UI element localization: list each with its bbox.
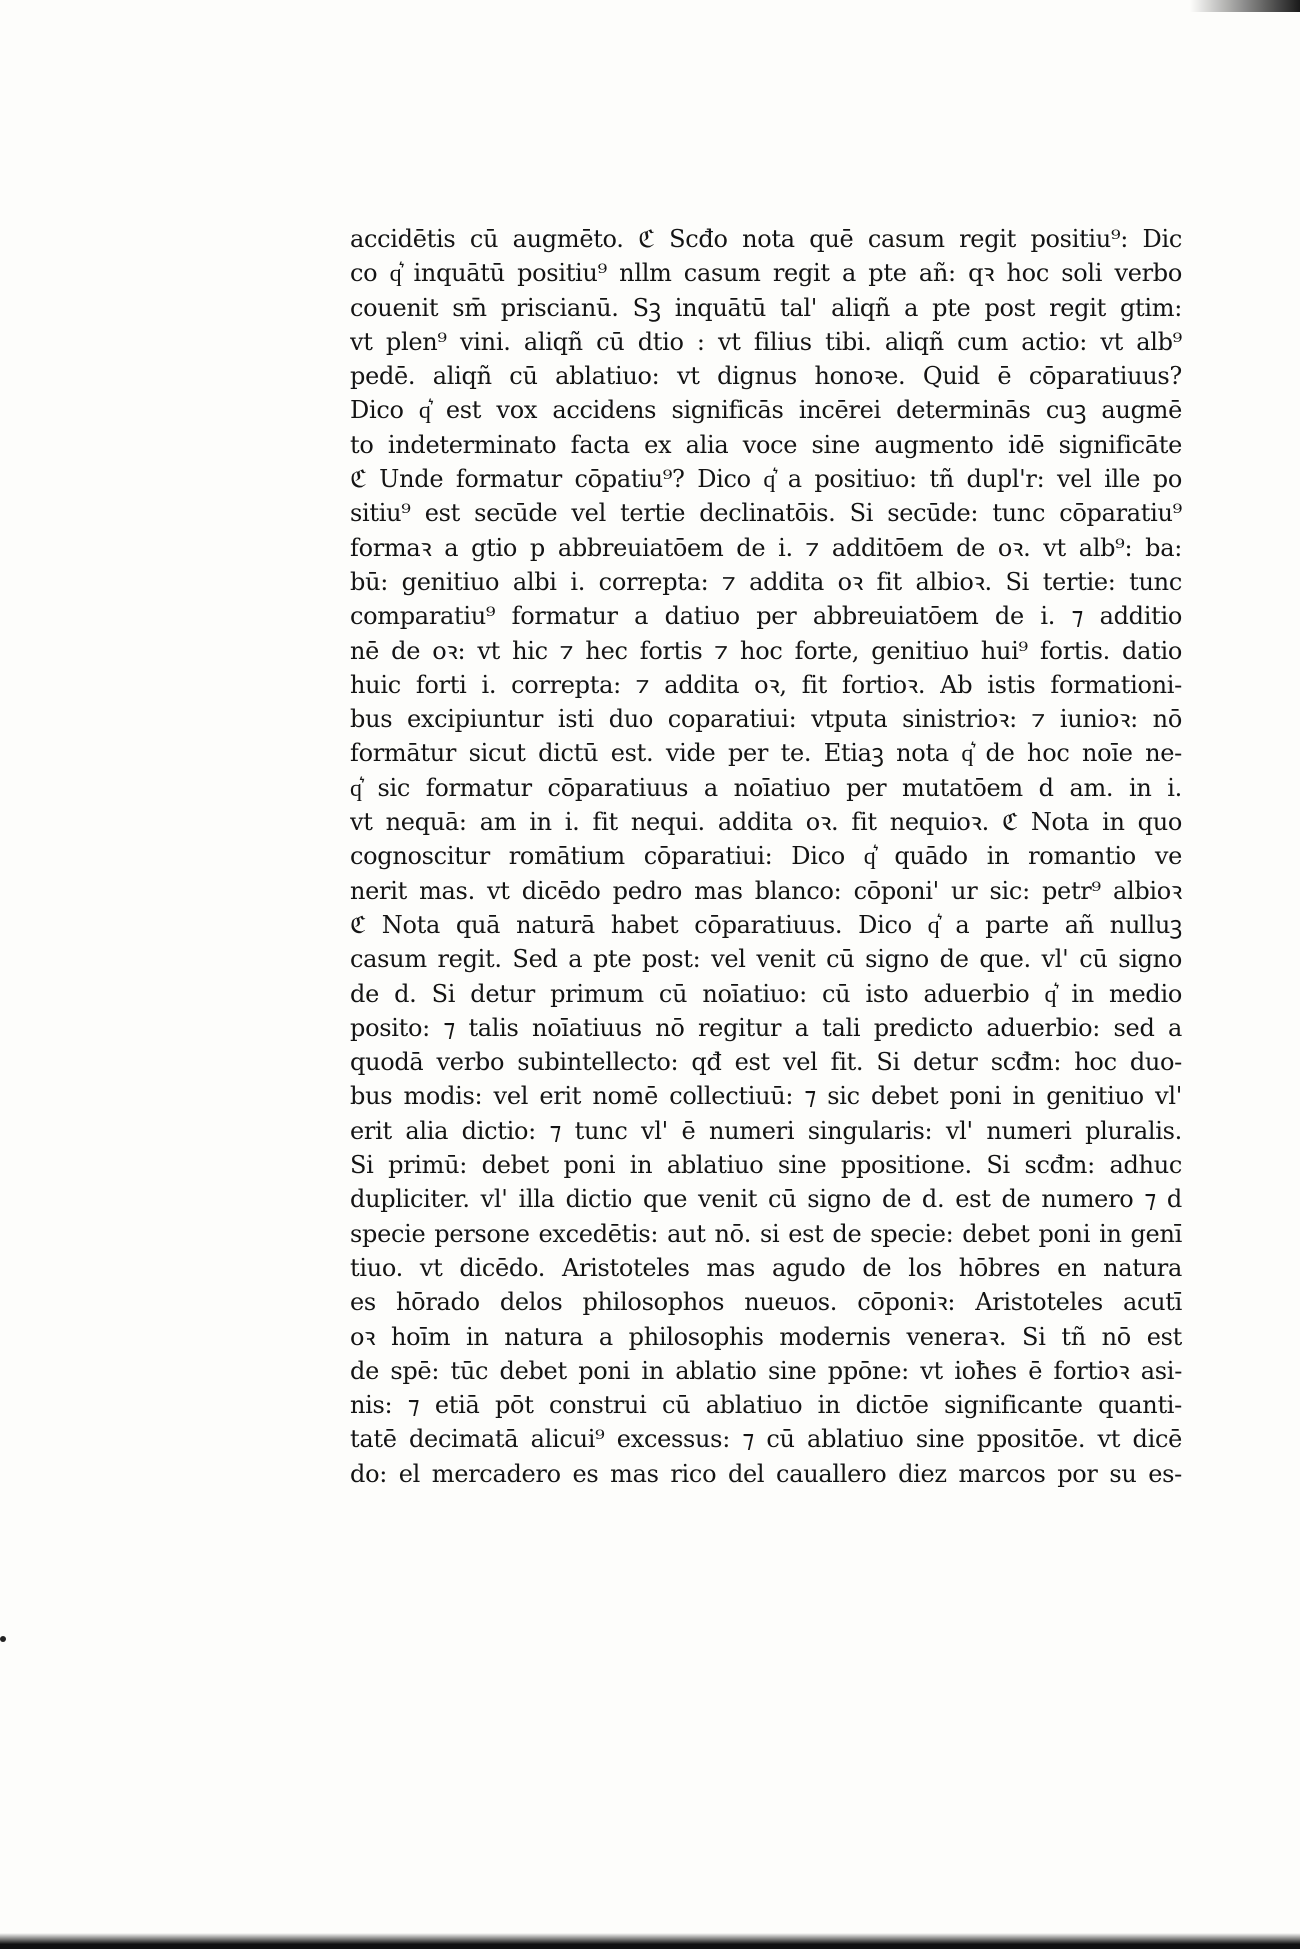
text-line: specie persone excedētis: aut nō. si est de specie: debet poni in genī	[350, 1219, 1182, 1248]
text-line: nē de oꝛ: vt hic ⁊ hec fortis ⁊ hoc forte, genitiuo hui⁹ fortis. datio	[350, 636, 1182, 665]
text-line: accidētis cū augmēto. ℭ Scđo nota quē casum regit positiu⁹: Dic	[350, 225, 1182, 253]
ink-speck	[0, 1636, 6, 1642]
text-line: q͛ sic formatur cōparatiuus a noīatiuo per mutatōem d am. in i.	[350, 773, 1182, 802]
text-line: dupliciter. vl' illa dictio que venit cū signo de d. est de numero ⁊ d	[350, 1185, 1182, 1214]
text-line: comparatiu⁹ formatur a datiuo per abbreuiatōem de i. ⁊ additio	[350, 602, 1182, 631]
text-line: bus excipiuntur isti duo coparatiui: vtputa sinistrioꝛ: ⁊ iunioꝛ: nō	[350, 705, 1182, 734]
text-line: couenit sm̄ priscianū. Sꝫ inquātū tal' aliqñ a pte post regit gtim:	[350, 293, 1182, 322]
text-line: co q͛ inquātū positiu⁹ nllm casum regit a pte añ: qꝛ hoc soli verbo	[350, 259, 1182, 288]
text-block	[350, 222, 1182, 1491]
text-line: tatē decimatā alicui⁹ excessus: ⁊ cū ablatiuo sine ppositōe. vt dicē	[350, 1425, 1182, 1454]
text-line: Dico q͛ est vox accidens significās incērei determinās cuꝫ augmē	[350, 396, 1182, 425]
text-line: nis: ⁊ etiā pōt construi cū ablatiuo in dictōe significante quanti-	[350, 1391, 1182, 1420]
text-line: quodā verbo subintellecto: qđ est vel fit. Si detur scđm: hoc duo-	[350, 1048, 1182, 1077]
text-line: vt plen⁹ vini. aliqñ cū dtio : vt filius tibi. aliqñ cum actio: vt alb⁹	[350, 327, 1182, 356]
text-line: erit alia dictio: ⁊ tunc vl' ē numeri singularis: vl' numeri pluralis.	[350, 1116, 1182, 1145]
text-line: Si primū: debet poni in ablatiuo sine ppositione. Si scđm: adhuc	[350, 1151, 1182, 1180]
text-line: posito: ⁊ talis noīatiuus nō regitur a tali predicto aduerbio: sed a	[350, 1013, 1182, 1042]
text-line: sitiu⁹ est secūde vel tertie declinatōis. Si secūde: tunc cōparatiu⁹	[350, 499, 1182, 528]
text-line: pedē. aliqñ cū ablatiuo: vt dignus honoꝛe. Quid ē cōparatiuus?	[350, 362, 1182, 391]
text-line: ℭ Unde formatur cōpatiu⁹? Dico q͛ a positiuo: tñ dupl'r: vel ille po	[350, 465, 1182, 494]
text-line: bus modis: vel erit nomē collectiuū: ⁊ sic debet poni in genitiuo vl'	[350, 1082, 1182, 1111]
text-line: oꝛ hoīm in natura a philosophis modernis veneraꝛ. Si tñ nō est	[350, 1322, 1182, 1351]
text-line: es hōrado delos philosophos nueuos. cōponiꝛ: Aristoteles acutī	[350, 1288, 1182, 1317]
text-line: to indeterminato facta ex alia voce sine augmento idē significāte	[350, 430, 1182, 459]
text-line: huic forti i. correpta: ⁊ addita oꝛ, fit fortioꝛ. Ab istis formationi-	[350, 670, 1182, 699]
text-line: formātur sicut dictū est. vide per te. Etiaꝫ nota q͛ de hoc noīe ne-	[350, 739, 1182, 768]
text-line: de spē: tūc debet poni in ablatio sine ppōne: vt ioħes ē fortioꝛ asi-	[350, 1356, 1182, 1385]
scan-edge-bottom	[0, 1933, 1300, 1949]
text-line: ℭ Nota quā naturā habet cōparatiuus. Dico q͛ a parte añ nulluꝫ	[350, 910, 1182, 939]
text-line: vt nequā: am in i. fit nequi. addita oꝛ. fit nequioꝛ. ℭ Nota in quo	[350, 808, 1182, 837]
text-line: formaꝛ a gtio p abbreuiatōem de i. ⁊ additōem de oꝛ. vt alb⁹: ba:	[350, 533, 1182, 562]
text-line: tiuo. vt dicēdo. Aristoteles mas agudo de los hōbres en natura	[350, 1253, 1182, 1282]
text-line: nerit mas. vt dicēdo pedro mas blanco: cōponi' ur sic: petr⁹ albioꝛ	[350, 876, 1182, 905]
text-line: de d. Si detur primum cū noīatiuo: cū isto aduerbio q͛ in medio	[350, 979, 1182, 1008]
scan-edge-top	[1190, 0, 1300, 12]
text-line: bū: genitiuo albi i. correpta: ⁊ addita oꝛ fit albioꝛ. Si tertie: tunc	[350, 567, 1182, 596]
text-line: casum regit. Sed a pte post: vel venit cū signo de que. vl' cū signo	[350, 945, 1182, 974]
text-line: do: el mercadero es mas rico del cauallero diez marcos por su es-	[350, 1459, 1182, 1488]
text-line: cognoscitur romātium cōparatiui: Dico q͛ quādo in romantio ve	[350, 842, 1182, 871]
